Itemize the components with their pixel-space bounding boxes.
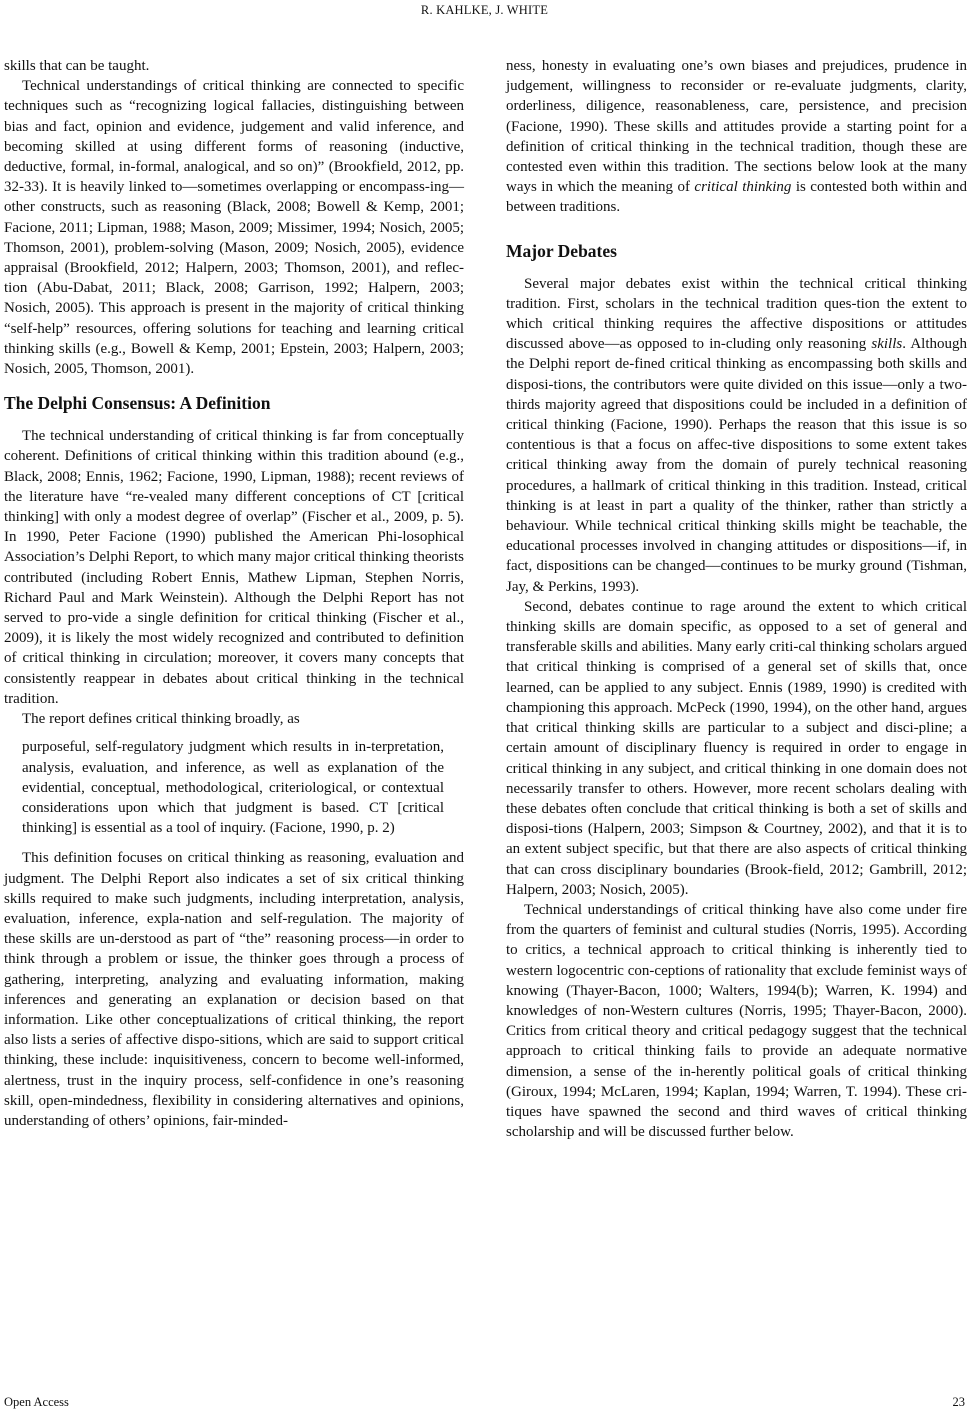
text-run: ness, honesty in evaluating one’s own biases and prejudices, prudence in judgement, willingness to reconsider or re-evaluate judgments, clarity, orderliness, diligence, reasonableness, care, persistence, and precision (Facione, 1990). These skills and attitudes provide a starting point for a definition of critical thinking in the technical tradition, though these are contested even within this tradition. The sections below look at the many ways in which the meaning of	[506, 58, 967, 196]
paragraph-continuation: skills that can be taught.	[4, 58, 150, 74]
emphasis-skills: skills	[871, 336, 903, 353]
section-heading-major-debates: Major Debates	[506, 240, 617, 261]
text-run: Several major debates exist within the technical critical thinking tradition. First, scholars in the technical tradition ques-tion the extent to which critical thinking requires the affective dispositions or attitudes discussed above—as opposed to in-cluding only reasoning	[506, 275, 967, 353]
paragraph-first-debate	[506, 274, 967, 597]
text-run: . Although the Delphi report de-fined critical thinking as encompassing both skills and disposi-tions, the contributors were quite divided on this issue—only a two-thirds majority agreed that dispositions could be included in a definition of critical thinking (Facione, 1990). Perhaps the reason that this issue is so contentious is that a focus on affec-tive dispositions to some extent takes critical thinking away from the domain of purely technical reasoning procedures, a hallmark of critical thinking in this tradition. Instead, critical thinking is at least in part a quality of the thinker, rather than strictly a behaviour. While technical critical thinking skills might be teachable, the educational processes involved in changing attitudes or dispositions—if, in fact, dispositions can be changed—continues to be murky ground (Tishman, Jay, & Perkins, 1993).	[506, 336, 968, 595]
emphasis-critical-thinking: critical thinking	[694, 179, 792, 196]
footer-open-access: Open Access	[4, 1395, 69, 1409]
paragraph-report-defines: The report defines critical thinking broadly, as	[22, 711, 300, 728]
paragraph-feminist-critique: Technical understandings of critical thinking have also come under fire from the quarters of feminist and cultural studies (Norris, 1995). According to critics, a technical approach to critical thinking is inherently tied to western logocentric con-ceptions of rationality that exclude feminist ways of knowing (Thayer-Bacon, 1000; Walters, 1994(b); Warren, K. 1994) and knowledges of non-Western cultures (Norris, 1995; Thayer-Bacon, 2000). Critics from critical theory and critical pedagogy suggest that the technical approach to critical thinking fails to provide an adequate normative dimension, a sense of the in-herently political goals of critical thinking (Giroux, 1994; McLaren, 1994; Kaplan, 1994; Warren, T. 1994). These cri-tiques have spawned the second and third waves of critical thinking scholarship and will be discussed further below.	[506, 901, 967, 1141]
text-run: is contested both within and between traditions.	[506, 179, 968, 216]
paragraph-definition-focus: This definition focuses on critical thinking as reasoning, evaluation and judgment. The Delphi Report also indicates a set of six critical thinking skills required to make such judgments, including interpretation, analysis, evaluation, inference, expla-nation and self-regulation. The majority of these skills are un-derstood as part of “the” reasoning process—in order to think through a problem or issue, the thinker goes through a process of gathering, interpreting, analyzing and evaluating information, making inferences and generating an explanation or decision based on that information. Like other conceptualizations of critical thinking, the report also lists a series of affective dispo-sitions, which are said to support critical thinking, these include: inquisitiveness, concern to become well-informed, alertness, trust in the inquiry process, self-confidence in one’s reasoning skill, open-mindedness, flexibility in considering alternatives and opinions, understanding of others’ opinions, fair-minded-	[4, 850, 464, 1129]
block-quote: purposeful, self-regulatory judgment which results in in-terpretation, analysis, evaluation, and inference, as well as explanation of the evidential, conceptual, methodological, criteriological, or contextual considerations upon which that judgment is based. CT [critical thinking] is essential as a tool of inquiry. (Facione, 1990, p. 2)	[22, 739, 444, 837]
paragraph-technical-understandings: Technical understandings of critical thinking are connected to specific techniques such as “recognizing logical fallacies, distinguishing between bias and fact, opinion and evidence, judgement and valid inference, and becoming skilled at using different forms of reasoning (inductive, deductive, formal, in-formal, analogical, and so on)” (Brookfield, 2012, pp. 32-33). It is heavily linked to—sometimes overlapping or encompass-ing—other constructs, such as reasoning (Black, 2008; Bowell & Kemp, 2001; Facione, 2011; Lipman, 1988; Mason, 2009; Missimer, 1994; Nosich, 2005; Thomson, 2001), problem-solving (Mason, 2009; Nosich, 2005), evidence appraisal (Brookfield, 2012; Halpern, 2003; Thomson, 2001), and reflec-tion (Abu-Dabat, 2011; Black, 2008; Garrison, 1992; Halpern, 2003; Nosich, 2005). This approach is present in the majority of critical thinking “self-help” resources, offering solutions for teaching and learning critical thinking skills (e.g., Bowell & Kemp, 2001; Epstein, 2003; Halpern, 2003; Nosich, 2005, Thomson, 2001).	[4, 78, 464, 378]
right-column	[506, 56, 967, 1142]
running-head: R. KAHLKE, J. WHITE	[420, 3, 549, 17]
left-column	[4, 56, 464, 1131]
page-number: 23	[952, 1395, 965, 1409]
section-heading-delphi: The Delphi Consensus: A Definition	[4, 393, 271, 414]
paragraph-second-debate: Second, debates continue to rage around the extent to which critical thinking skills are domain specific, as opposed to a set of general and transferable skills and abilities. Many early criti-cal thinking scholars argued that critical thinking is comprised of a general set of skills that, once learned, can be applied to any subject. Ennis (1989, 1990) is credited with championing this approach. McPeck (1990, 1994), on the other hand, argues that critical thinking skills are particular to a subject and disci-pline; a certain amount of disciplinary fluency is required in order to engage in critical thinking in any subject, and critical thinking in one domain does not necessarily transfer to others. However, more recent scholars dealing with these debates often conclude that critical thinking is both a set of skills and disposi-tions (Halpern, 2003; Simpson & Courtney, 2002), and that it is to an extent subject specific, but that there are also aspects of critical thinking that can cross disciplinary boundaries (Brook-field, 2012; Gambrill, 2012; Halpern, 2003; Nosich, 2005).	[506, 598, 967, 898]
paragraph-delphi-definition: The technical understanding of critical thinking is far from conceptually coherent. Definitions of critical thinking within this tradition abound (e.g., Black, 2008; Ennis, 1962; Facione, 1990, Lipman, 1988); recent reviews of the literature have “re-vealed many different conceptions of CT [critical thinking] with only a modest degree of overlap” (Fischer et al., 2009, p. 5). In 1990, Peter Facione (1990) published the American Phi-losophical Association’s Delphi Report, to which many major critical thinking theorists contributed (including Robert Ennis, Mathew Lipman, Stephen Norris, Richard Paul and Mark Weinstein). Although the Delphi Report has not served to pro-vide a single definition for critical thinking (Fischer et al., 2009), it is likely the most widely recognized and contributed to definition of critical thinking in circulation; moreover, it covers many concepts that consistently reappear in debates about critical thinking in the technical tradition.	[4, 428, 464, 707]
paragraph-dispositions-continued	[506, 56, 967, 218]
